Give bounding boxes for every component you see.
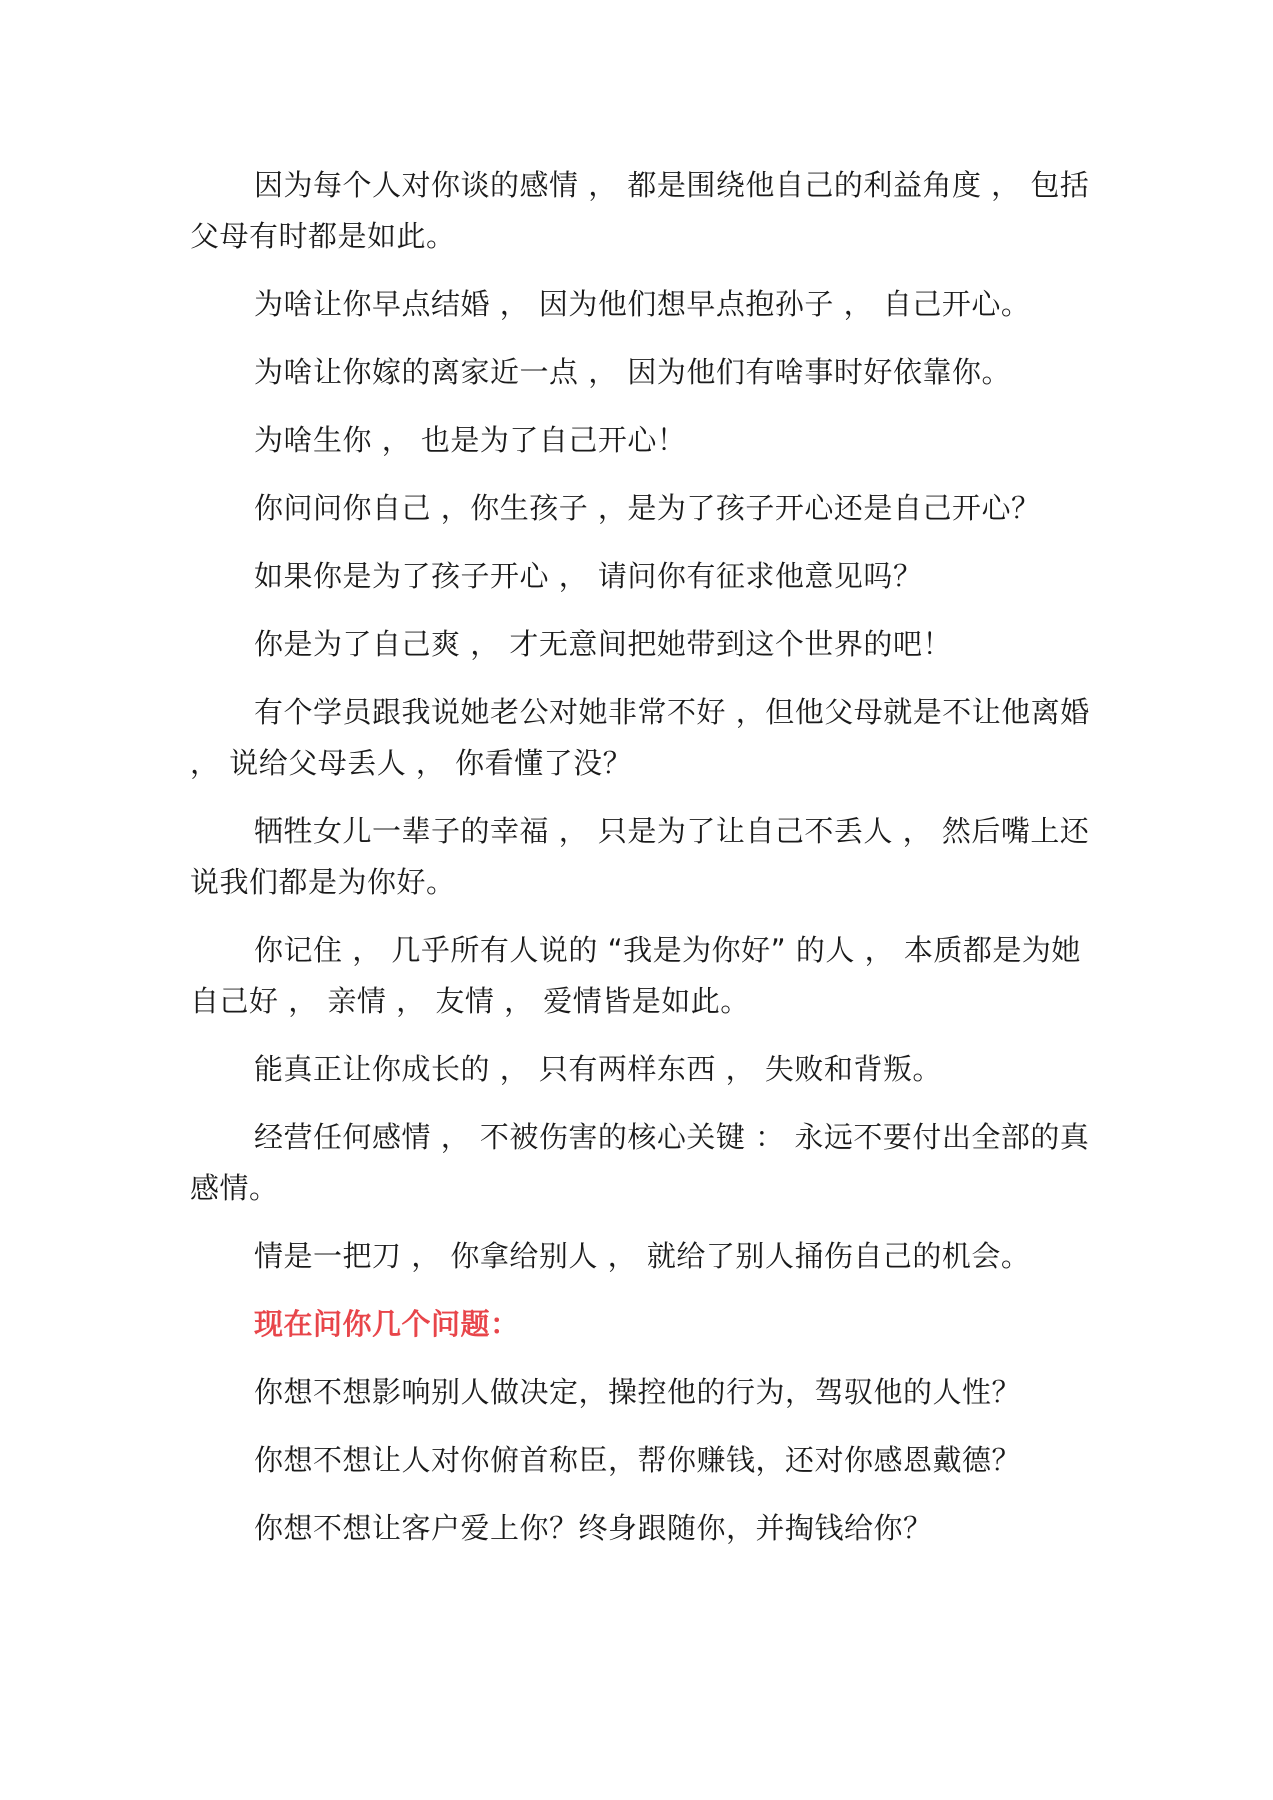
- paragraph: 为啥让你早点结婚 ， 因为他们想早点抱孙子 ， 自己开心。: [254, 287, 1031, 321]
- paragraph: 能真正让你成长的 ， 只有两样东西 ， 失败和背叛。: [254, 1052, 942, 1086]
- paragraph: 有个学员跟我说她老公对她非常不好 ，但他父母就是不让他离婚 ， 说给父母丢人 ， 你看懂了没？: [190, 695, 1090, 780]
- question-item: 你想不想让客户爱上你？终身跟随你，并掏钱给你？: [254, 1511, 933, 1545]
- question-item: 你想不想影响别人做决定，操控他的行为，驾驭他的人性？: [254, 1375, 1022, 1409]
- paragraph: 你问问你自己 ，你生孩子 ，是为了孩子开心还是自己开心？: [254, 491, 1041, 525]
- paragraph: 为啥生你 ， 也是为了自己开心！: [254, 423, 687, 457]
- paragraph: 情是一把刀 ， 你拿给别人 ， 就给了别人捅伤自己的机会。: [254, 1239, 1031, 1273]
- paragraph: 因为每个人对你谈的感情 ， 都是围绕他自己的利益角度 ， 包括父母有时都是如此。: [190, 168, 1090, 253]
- paragraph: 牺牲女儿一辈子的幸福 ， 只是为了让自己不丢人 ， 然后嘴上还说我们都是为你好。: [190, 814, 1090, 899]
- paragraph: 如果你是为了孩子开心 ， 请问你有征求他意见吗？: [254, 559, 923, 593]
- paragraph: 为啥让你嫁的离家近一点 ， 因为他们有啥事时好依靠你。: [254, 355, 1011, 389]
- paragraph: 你记住 ， 几乎所有人说的 “我是为你好” 的人 ， 本质都是为她自己好 ， 亲情 ， 友情 ， 爱情皆是如此。: [190, 933, 1081, 1018]
- paragraph: 经营任何感情 ， 不被伤害的核心关键 ： 永远不要付出全部的真感情。: [190, 1120, 1090, 1205]
- document-page: [190, 160, 1090, 1554]
- question-item: 你想不想让人对你俯首称臣，帮你赚钱，还对你感恩戴德？: [254, 1443, 1022, 1477]
- paragraph: 你是为了自己爽 ， 才无意间把她带到这个世界的吧！: [254, 627, 952, 661]
- highlight-heading: 现在问你几个问题：: [254, 1307, 520, 1341]
